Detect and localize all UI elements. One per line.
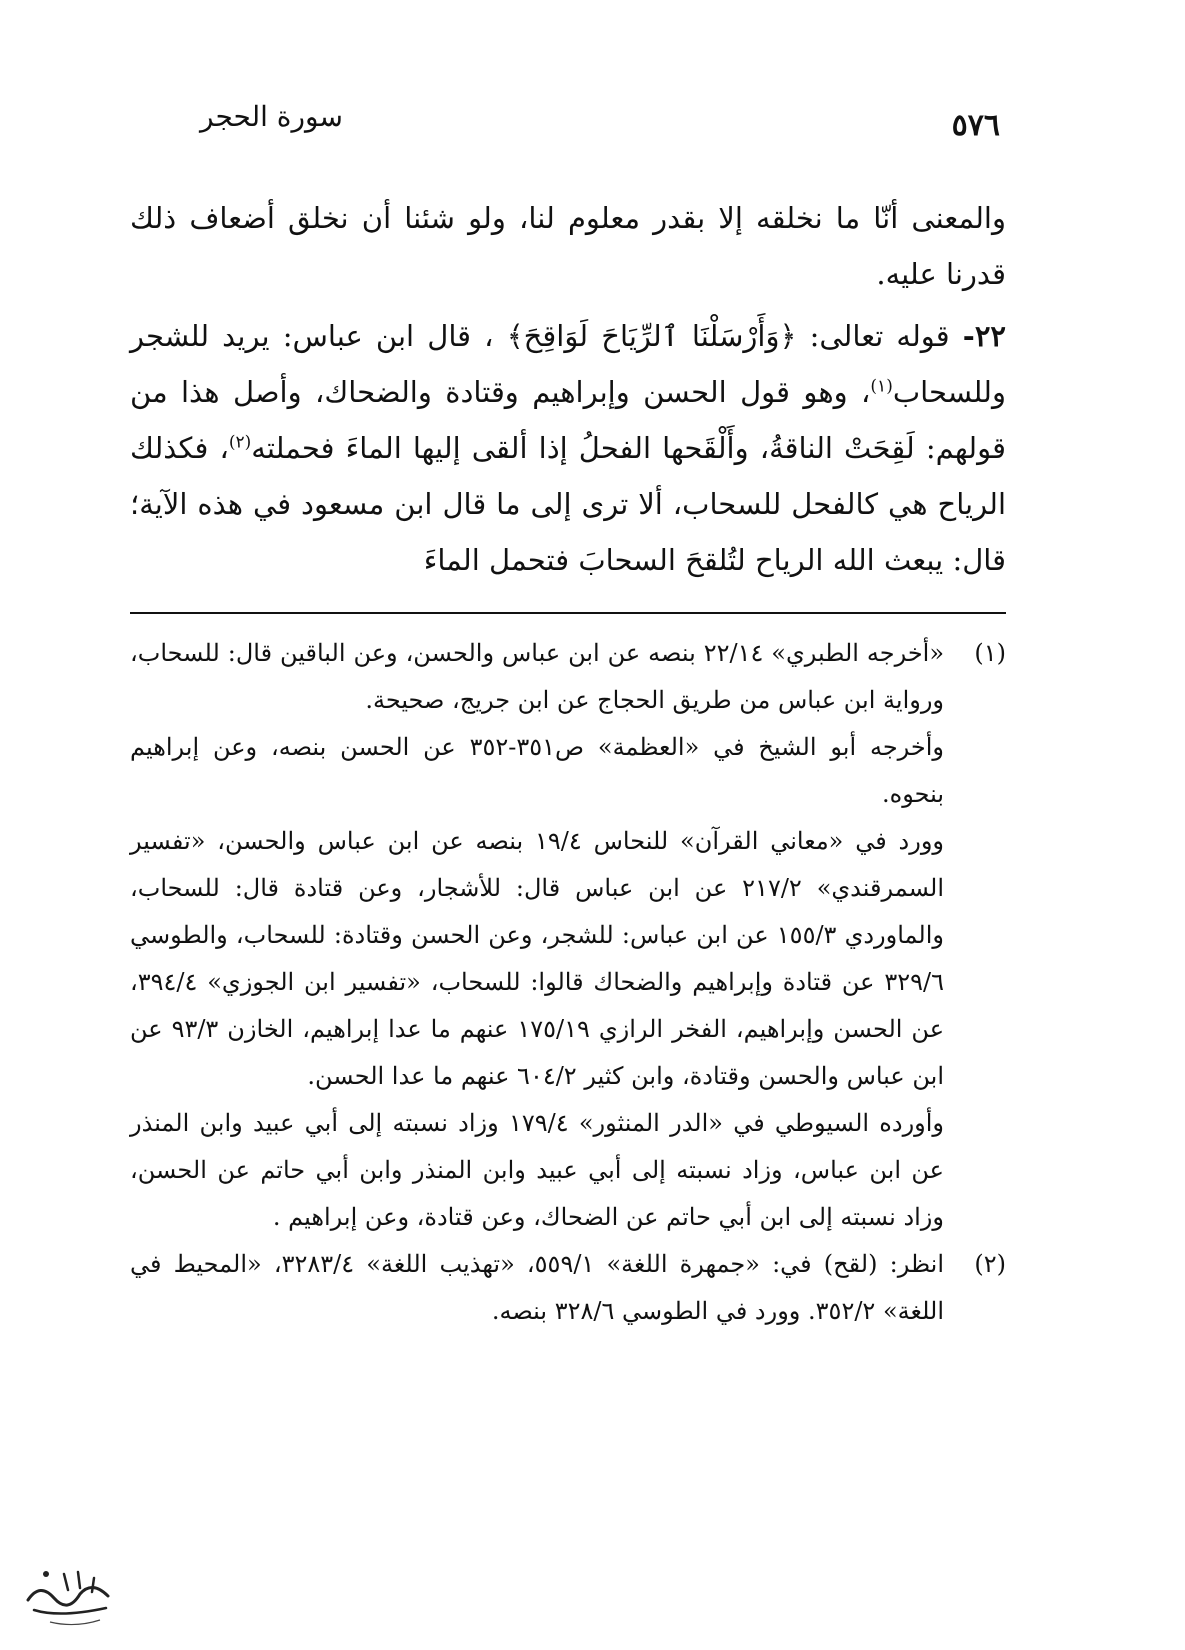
surah-title: سورة الحجر <box>200 100 343 133</box>
paragraph-2 <box>130 308 1006 588</box>
footnote-paragraph: وورد في «معاني القرآن» للنحاس ١٩/٤ بنصه عن ابن عباس والحسن، «تفسير السمرقندي» ٢١٧/٢ عن ابن عباس قال: للأشجار، وعن قتادة قال: للسحاب، والماوردي ١٥٥/٣ عن ابن عباس: للشجر، وعن الحسن وقتادة: للسحاب، والطوسي ٣٢٩/٦ عن قتادة وإبراهيم والضحاك قالوا: للسحاب، «تفسير ابن الجوزي» ٣٩٤/٤، عن الحسن وإبراهيم، الفخر الرازي ١٧٥/١٩ عنهم ما عدا إبراهيم، الخازن ٩٣/٣ عن ابن عباس والحسن وقتادة، وابن كثير ٦٠٤/٢ عنهم ما عدا الحسن. <box>130 827 945 1090</box>
footnote-paragraph: وأورده السيوطي في «الدر المنثور» ١٧٩/٤ وزاد نسبته إلى أبي عبيد وابن المنذر عن ابن عباس، وزاد نسبته إلى أبي عبيد وابن المنذر وابن أبي حاتم عن الحسن، وزاد نسبته إلى ابن أبي حاتم عن الضحاك، وعن قتادة، وعن إبراهيم . <box>130 1109 944 1231</box>
verse-number: ٢٢- <box>962 319 1006 353</box>
footnote-label: (١) <box>974 639 1006 667</box>
intro-text: قوله تعالى: <box>796 319 963 353</box>
page-header <box>170 100 1000 150</box>
page-number: ٥٧٦ <box>951 108 1000 143</box>
footnote-label: (٢) <box>974 1250 1006 1278</box>
text-segment-b: ، وهو قول الحسن وإبراهيم وقتادة والضحاك، وأصل هذا من قولهم: لَقِحَتْ الناقةُ، وأَلْقَحها الفحلُ إذا ألقى إليها الماءَ فحملته <box>130 375 1006 465</box>
footnote-ref-1[interactable]: (١) <box>870 376 893 397</box>
paragraph-1: والمعنى أنّا ما نخلقه إلا بقدر معلوم لنا، ولو شئنا أن نخلق أضعاف ذلك قدرنا عليه. <box>130 201 1006 291</box>
footnote-2 <box>130 1241 1006 1335</box>
footnotes <box>130 630 1006 1335</box>
footnote-paragraph: «أخرجه الطبري» ٢٢/١٤ بنصه عن ابن عباس والحسن، وعن الباقين قال: للسحاب، ورواية ابن عباس من طريق الحجاج عن ابن جريج، صحيحة. <box>130 639 945 714</box>
publisher-logo-icon <box>20 1560 120 1630</box>
quran-verse: ﴿وَأَرْسَلْنَا ٱلرِّيَاحَ لَوَاقِحَ﴾ <box>506 319 797 353</box>
text-segment-c: ، فكذلك الرياح هي كالفحل للسحاب، ألا ترى إلى ما قال ابن مسعود في هذه الآية؛ قال: يبعث الله الرياح لتُلقحَ السحابَ فتحمل الماءَ <box>130 431 1006 577</box>
footnote-paragraph: انظر: (لقح) في: «جمهرة اللغة» ٥٥٩/١، «تهذيب اللغة» ٣٢٨٣/٤، «المحيط في اللغة» ٣٥٢/٢. وورد في الطوسي ٣٢٨/٦ بنصه. <box>130 1250 944 1325</box>
footnote-divider <box>130 612 1006 614</box>
text-segment-a: ، قال ابن عباس: يريد للشجر وللسحاب <box>130 319 1006 409</box>
footnote-ref-2[interactable]: (٢) <box>228 432 252 453</box>
main-text <box>130 190 1006 588</box>
footnote-1 <box>130 630 1006 1241</box>
footnote-paragraph: وأخرجه أبو الشيخ في «العظمة» ص٣٥١-٣٥٢ عن الحسن بنصه، وعن إبراهيم بنحوه. <box>130 733 944 808</box>
